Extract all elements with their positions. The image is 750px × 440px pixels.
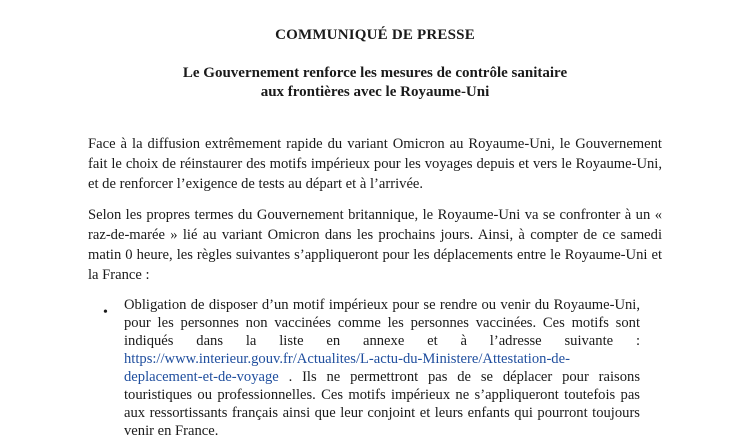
- bullet-item: [124, 296, 640, 440]
- bullet-text-after: . Ils ne permettront pas de se déplacer pour raisons touristiques ou professionnelles. Ces motifs impérieux ne s’appliqueront toutefois pas aux ressortissants français ainsi que leur conjoint et leurs enfants qui pourront toujours venir en France.: [124, 369, 640, 439]
- document-subtitle: [0, 64, 750, 102]
- bullet-marker: •: [103, 305, 108, 320]
- attestation-link[interactable]: https://www.interieur.gouv.fr/Actualites/L-actu-du-Ministere/Attestation-de-deplacement-et-de-voyage: [124, 351, 570, 385]
- bullet-text-before: Obligation de disposer d’un motif impérieux pour se rendre ou venir du Royaume-Uni, pour les personnes non vaccinées comme les personnes vaccinées. Ces motifs sont indiqués dans la liste en annexe et à l’adresse suivante :: [124, 297, 640, 349]
- subtitle-line-2: aux frontières avec le Royaume-Uni: [260, 84, 490, 100]
- document-header: COMMUNIQUÉ DE PRESSE: [275, 27, 475, 43]
- subtitle-line-1: Le Gouvernement renforce les mesures de contrôle sanitaire: [182, 65, 568, 81]
- paragraph-intro: Face à la diffusion extrêmement rapide du variant Omicron au Royaume-Uni, le Gouvernement fait le choix de réinstaurer des motifs impérieux pour les voyages depuis et vers le Royaume-Uni, et de renforcer l’exigence de tests au départ et à l’arrivée.: [88, 136, 662, 192]
- paragraph-rules: Selon les propres termes du Gouvernement britannique, le Royaume-Uni va se confronter à un « raz-de-marée » lié au variant Omicron dans les prochains jours. Ainsi, à compter de ce samedi matin 0 heure, les règles suivantes s’appliqueront pour les déplacements entre le Royaume-Uni et la France :: [88, 207, 662, 283]
